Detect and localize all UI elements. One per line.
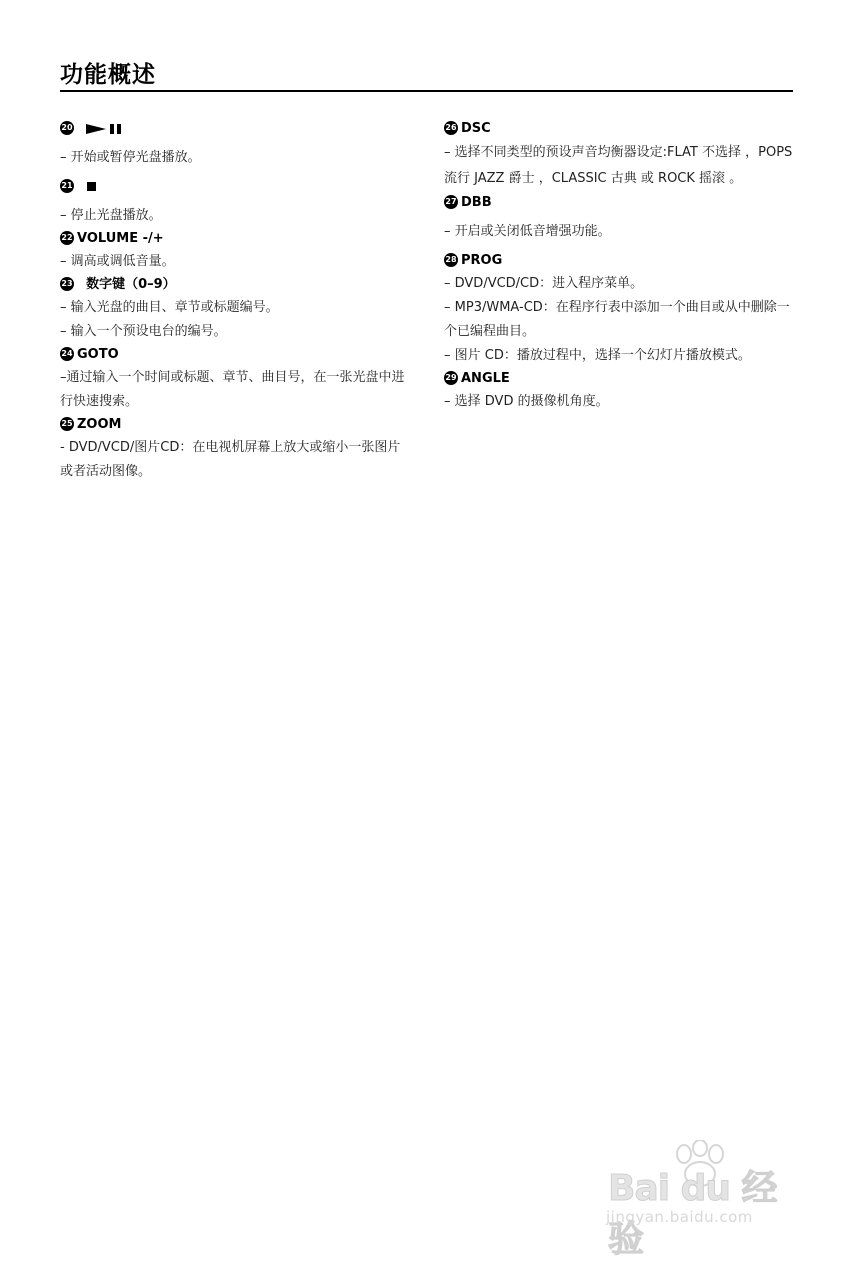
- item-label: PROG: [461, 253, 503, 268]
- item-dsc: [444, 118, 794, 192]
- item-heading: [444, 192, 794, 214]
- item-label: DSC: [461, 121, 491, 136]
- item-heading: [60, 274, 410, 296]
- right-column: [444, 118, 794, 414]
- item-label: DBB: [461, 195, 492, 210]
- item-zoom: [60, 414, 410, 484]
- item-description: –通过输入一个时间或标题、章节、曲目号，在一张光盘中进行快速搜索。: [60, 370, 405, 409]
- item-description: – 开始或暂停光盘播放。: [60, 150, 201, 165]
- item-heading: [60, 118, 410, 140]
- item-number: 28: [444, 253, 458, 267]
- item-description: – MP3/WMA-CD：在程序行表中添加一个曲目或从中删除一个已编程曲目。: [444, 300, 790, 339]
- item-heading: [444, 250, 794, 272]
- item-number: 26: [444, 121, 458, 135]
- page-title: 功能概述: [60, 62, 156, 88]
- item-number: 22: [60, 231, 74, 245]
- item-description: – DVD/VCD/CD：进入程序菜单。: [444, 276, 644, 291]
- item-label: 数字键（0–9）: [86, 277, 176, 292]
- item-label: ZOOM: [77, 417, 122, 432]
- item-description: – 开启或关闭低音增强功能。: [444, 224, 611, 239]
- item-description: – 选择不同类型的预设声音均衡器设定:FLAT 不选择 ，POPS 流行 JAZZ 爵士 ，CLASSIC 古典 或 ROCK 摇滚 。: [444, 145, 793, 186]
- item-heading: [444, 118, 794, 140]
- item-label: ANGLE: [461, 371, 510, 386]
- item-volume: [60, 228, 410, 274]
- item-stop: [60, 176, 410, 228]
- item-number: 27: [444, 195, 458, 209]
- item-number: 23: [60, 277, 74, 291]
- item-heading: [60, 228, 410, 250]
- title-divider: [60, 90, 793, 92]
- left-column: [60, 118, 410, 484]
- item-number: 21: [60, 179, 74, 193]
- item-description: – 输入光盘的曲目、章节或标题编号。: [60, 300, 279, 315]
- item-description: – 停止光盘播放。: [60, 208, 162, 223]
- watermark-url: jingyan.baidu.com: [606, 1208, 753, 1226]
- item-description: – 输入一个预设电台的编号。: [60, 324, 227, 339]
- item-label: VOLUME -/+: [77, 231, 164, 246]
- item-angle: [444, 368, 794, 414]
- item-heading: [444, 368, 794, 390]
- item-description: - DVD/VCD/图片CD：在电视机屏幕上放大或缩小一张图片或者活动图像。: [60, 440, 401, 479]
- item-number: 25: [60, 417, 74, 431]
- item-label: GOTO: [77, 347, 119, 362]
- item-number: 29: [444, 371, 458, 385]
- item-number: 20: [60, 121, 74, 135]
- item-heading: [60, 344, 410, 366]
- item-goto: [60, 344, 410, 414]
- watermark-logo: Bai du 经验: [608, 1168, 777, 1260]
- stop-icon: [86, 181, 98, 193]
- play-pause-icon: [86, 123, 124, 135]
- item-number-keys: [60, 274, 410, 344]
- item-heading: [60, 176, 410, 198]
- item-description: – 选择 DVD 的摄像机角度。: [444, 394, 609, 409]
- item-dbb: [444, 192, 794, 244]
- item-prog: [444, 250, 794, 368]
- item-heading: [60, 414, 410, 436]
- item-description: – 图片 CD：播放过程中，选择一个幻灯片播放模式。: [444, 348, 751, 363]
- item-play-pause: [60, 118, 410, 170]
- item-description: – 调高或调低音量。: [60, 254, 175, 269]
- item-number: 24: [60, 347, 74, 361]
- baidu-watermark: [602, 1140, 802, 1260]
